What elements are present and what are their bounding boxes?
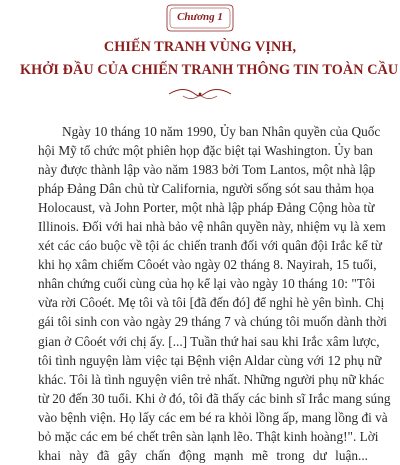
body-line: khai này đã gây chấn động mạnh mẽ trong dư luận... [38, 447, 368, 463]
chapter-label: Chương 1 [177, 11, 223, 23]
chapter-title-line-2: KHỞI ĐẦU CỦA CHIẾN TRANH THÔNG TIN TOÀN CẦU [20, 62, 399, 78]
body-line: Ngày 10 tháng 10 năm 1990, Ủy ban Nhân quyền của Quốc [62, 124, 381, 139]
body-line: từ 20 đến 30 tuổi. Khi ở đó, tôi đã thấy các binh sĩ Irắc mang súng [38, 390, 391, 406]
body-line: nhân chứng cuối cùng của họ kể lại vào ngày 10 tháng 10: "Tôi [38, 276, 376, 292]
chapter-title-line-1: CHIẾN TRANH VÙNG VỊNH, [103, 39, 297, 55]
chapter-badge [165, 3, 235, 33]
body-line: khi họ xâm chiếm Côoét vào ngày 02 tháng 8. Nayirah, 15 tuổi, [38, 257, 377, 273]
body-line: này được thành lập vào năm 1983 bởi Tom Lantos, một nhà lập [38, 162, 376, 178]
body-line: vào bệnh viện. Họ lấy các em bé ra khỏi lồng ấp, mang lồng đi và [38, 409, 388, 425]
body-line: Illinois. Đối với hai nhà bảo vệ nhân quyền này, nhiệm vụ là xem [38, 219, 386, 235]
body-line: vừa rời Côoét. Mẹ tôi và tôi [đã đến đó] để nghỉ hè yên bình. Chị [38, 295, 385, 311]
chapter-body [38, 122, 391, 465]
body-line: bỏ mặc các em bé chết trên sàn lạnh lẽo. Thật kinh hoàng!". Lời [38, 428, 379, 444]
body-line: gái tôi sinh con vào ngày 29 tháng 7 và chúng tôi muốn dành thời [38, 314, 388, 330]
body-line: khác. Tôi là tình nguyện viên trẻ nhất. Những người phụ nữ khác [38, 371, 384, 387]
body-line: Holocaust, và John Porter, một nhà lập pháp Đảng Cộng hòa từ [38, 200, 375, 216]
body-line: tôi tình nguyện làm việc tại Bệnh viện Aldar cùng với 12 phụ nữ [38, 352, 382, 368]
body-line: gian ở Côoét với chị ấy. [...] Tuần thứ hai sau khi Irắc xâm lược, [38, 333, 380, 349]
flourish-divider-icon [165, 86, 235, 102]
body-line: hội Mỹ tổ chức một phiên họp đặc biệt tại Washington. Ủy ban [38, 143, 373, 159]
body-line: pháp Đảng Dân chủ từ California, người sống sót sau thảm họa [38, 181, 375, 197]
body-line: xét các cáo buộc về tội ác chiến tranh đối với quân đội Irắc kể từ [38, 238, 382, 254]
